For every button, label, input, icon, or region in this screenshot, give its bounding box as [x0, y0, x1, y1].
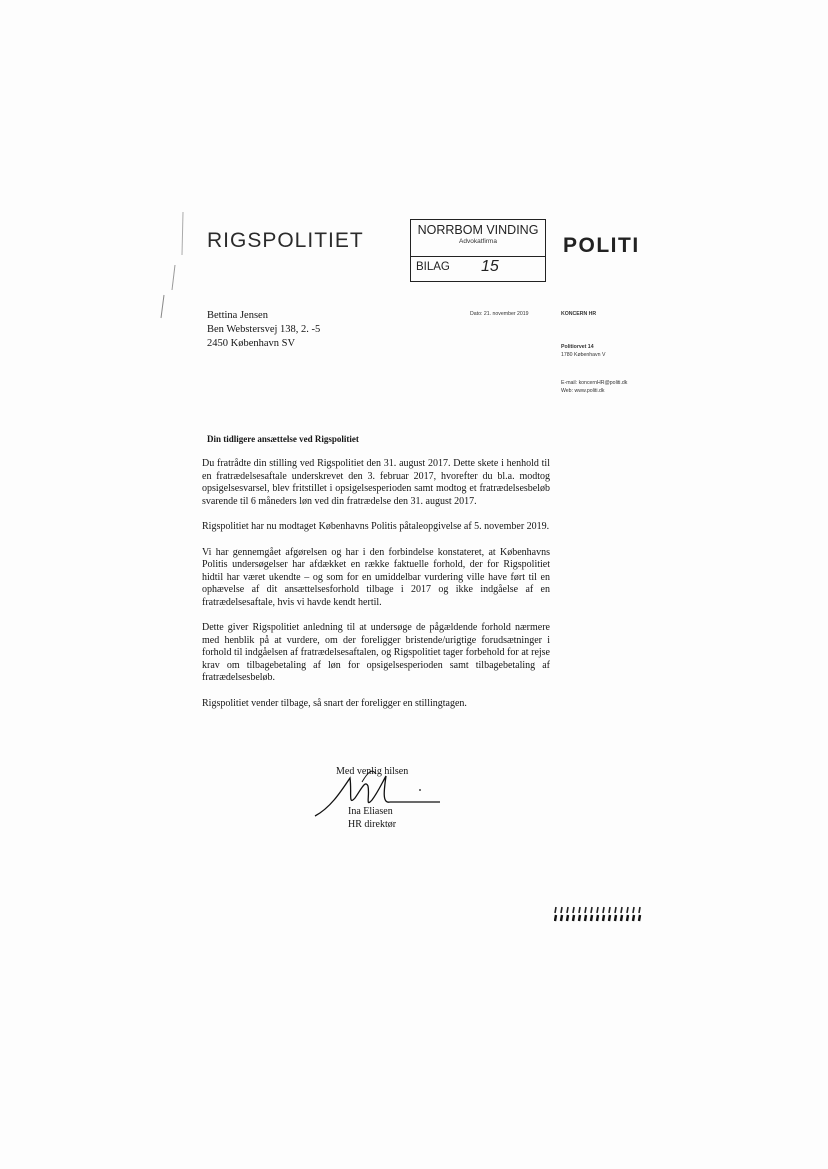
sender-contact: [561, 379, 627, 395]
stamp-firm: NORRBOM VINDING: [417, 223, 539, 237]
recipient-street: Ben Webstersvej 138, 2. -5: [207, 324, 321, 335]
signer-block: [348, 805, 396, 831]
stamp-label: BILAG: [416, 261, 450, 273]
scan-edge-marks: [150, 210, 190, 320]
sender-email: E-mail: koncernHR@politi.dk: [561, 380, 628, 386]
body-paragraph: Vi har gennemgået afgørelsen og har i den forbindelse konstateret, at Københavns Politis undersøgelser har afdækket en række faktuelle forhold, der for Rigspolitiet hidtil har været ukendte – og som for en umiddelbar vurdering ville have ført til en ophævelse af dit ansættelsesforhold tilbage i 2017 og ikke indgåelse af en fratrædelsesaftale, hvis vi havde kendt hertil.: [202, 546, 550, 608]
body-paragraph: Dette giver Rigspolitiet anledning til at undersøge de pågældende forhold nærmere med henblik på at vurdere, om der foreligger bristende/urigtige forudsætninger i forhold til indgåelsen af fratrædelsesaftalen, og Rigspolitiet tager forbehold for at rejse krav om tilbagebetaling af løn for opsigelsesperioden samt tilbagebetaling af fratrædelsesbeløb.: [202, 622, 550, 683]
barcode-mark: [554, 905, 644, 923]
recipient-city: 2450 København SV: [207, 338, 296, 349]
sender-street: Politiorvet 14: [561, 344, 594, 350]
closing-salutation: Med venlig hilsen: [336, 766, 409, 777]
body-paragraph: Rigspolitiet vender tilbage, så snart der foreligger en stillingtagen.: [202, 697, 467, 709]
stamp-subtitle: Advokatfirma: [459, 238, 497, 245]
signer-title: HR direktør: [348, 819, 397, 830]
bilag-stamp: [410, 219, 546, 282]
letter-body: [202, 458, 550, 723]
department: KONCERN HR: [561, 311, 597, 317]
recipient-address: [207, 309, 320, 351]
recipient-name: Bettina Jensen: [207, 310, 268, 321]
sender-address: [561, 343, 605, 359]
politi-logo: POLITI: [563, 234, 640, 257]
sender-city: 1780 København V: [561, 352, 606, 358]
body-paragraph: Du fratrådte din stilling ved Rigspolitiet den 31. august 2017. Dette skete i henhold til en fratrædelsesaftale underskrevet den 3. februar 2017, hvorefter du bl.a. modtog opsigelsesvarsel, blev fritstillet i opsigelsesperioden samt modtog et fratrædelsesbeløb svarende til 6 måneders løn ved din fratrædelse den 31. august 2017.: [202, 458, 550, 507]
sender-web: Web: www.politi.dk: [561, 388, 605, 394]
stamp-number: 15: [481, 258, 499, 275]
letterhead-org: RIGSPOLITIET: [207, 229, 364, 252]
stamp-divider: [411, 256, 545, 257]
signer-name: Ina Eliasen: [348, 806, 393, 817]
letter-date: Dato: 21. november 2019: [470, 311, 529, 317]
body-paragraph: Rigspolitiet har nu modtaget Københavns Politis påtaleopgivelse af 5. november 2019.: [202, 521, 550, 532]
letter-subject: Din tidligere ansættelse ved Rigspolitiet: [207, 434, 359, 444]
